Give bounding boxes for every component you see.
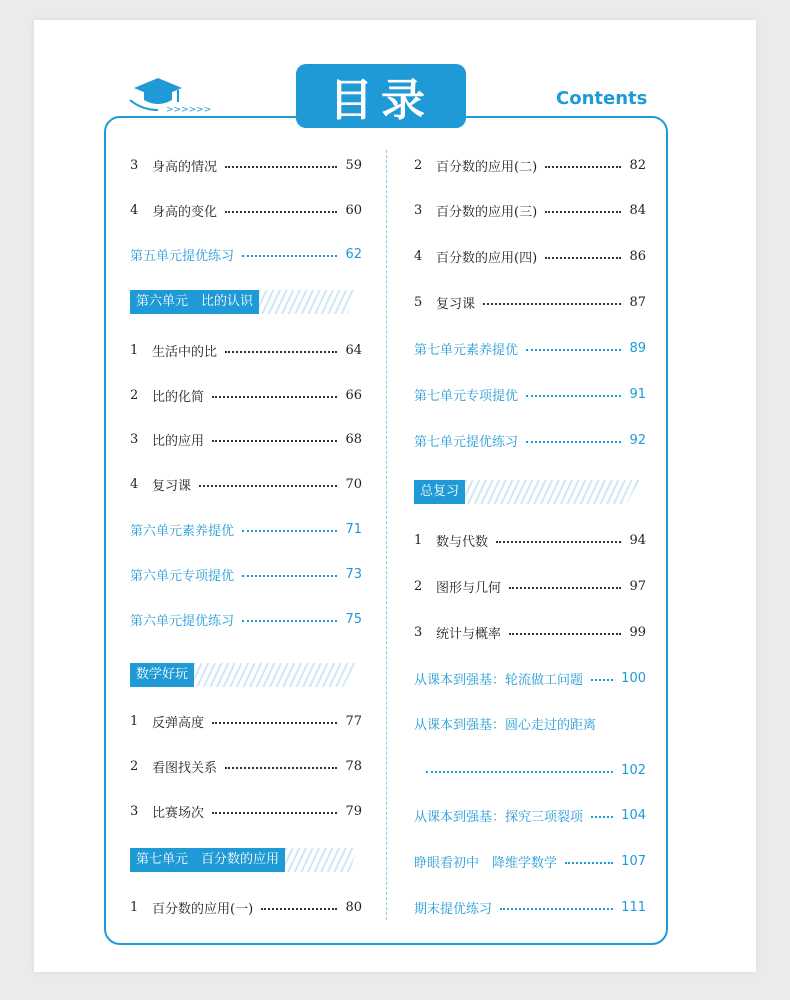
toc-entry-special[interactable]: 第六单元提优练习 75 (130, 611, 362, 629)
toc-entry-special[interactable]: 第六单元专项提优 73 (130, 566, 362, 584)
svg-text:>>>>>>: >>>>>> (166, 105, 212, 115)
toc-entry[interactable]: 1 数与代数 94 (414, 532, 646, 550)
toc-entry[interactable]: 1 百分数的应用(一) 80 (130, 899, 362, 917)
toc-entry-special[interactable]: 第七单元素养提优 89 (414, 340, 646, 358)
toc-entry[interactable]: 2 看图找关系 78 (130, 758, 362, 776)
toc-entry-special[interactable]: 第六单元素养提优 71 (130, 521, 362, 539)
toc-entry[interactable]: 4 复习课 70 (130, 476, 362, 494)
toc-entry[interactable]: 2 比的化简 66 (130, 387, 362, 405)
toc-entry[interactable]: 3 比的应用 68 (130, 431, 362, 449)
toc-entry-special[interactable]: 第七单元专项提优 91 (414, 386, 646, 404)
toc-entry-special[interactable]: 102 (426, 760, 646, 780)
toc-entry[interactable]: 3 身高的情况 59 (130, 157, 362, 175)
toc-entry[interactable]: 3 百分数的应用(三) 84 (414, 202, 646, 220)
toc-entry[interactable]: 2 百分数的应用(二) 82 (414, 157, 646, 175)
toc-entry-special[interactable]: 第七单元提优练习 92 (414, 432, 646, 450)
section-header: 总复习 (414, 480, 640, 504)
section-header: 第七单元 百分数的应用 (130, 848, 356, 872)
toc-entry[interactable]: 1 反弹高度 77 (130, 713, 362, 731)
toc-entry[interactable]: 3 比赛场次 79 (130, 803, 362, 821)
toc-entry-special[interactable]: 期末提优练习 111 (414, 899, 646, 917)
toc-entry[interactable]: 3 统计与概率 99 (414, 624, 646, 642)
toc-entry[interactable]: 2 图形与几何 97 (414, 578, 646, 596)
toc-entry[interactable]: 4 百分数的应用(四) 86 (414, 248, 646, 266)
section-header: 第六单元 比的认识 (130, 290, 356, 314)
toc-entry-special[interactable]: 从课本到强基：探究三项裂项 104 (414, 807, 646, 825)
page-subtitle: Contents (556, 88, 648, 109)
toc-entry-special[interactable]: 从课本到强基：轮流做工问题 100 (414, 670, 646, 688)
page-title: 目录 (329, 75, 433, 126)
toc-entry[interactable]: 5 复习课 87 (414, 294, 646, 312)
toc-entry[interactable]: 1 生活中的比 64 (130, 342, 362, 360)
toc-entry[interactable]: 4 身高的变化 60 (130, 202, 362, 220)
section-header: 数学好玩 (130, 663, 356, 687)
toc-entry-special[interactable]: 第五单元提优练习 62 (130, 246, 362, 264)
toc-entry-special[interactable]: 从课本到强基：圆心走过的距离 (414, 717, 597, 733)
graduation-cap-icon (128, 70, 212, 118)
title-tab (296, 64, 466, 128)
toc-entry-special[interactable]: 睁眼看初中 降维学数学 107 (414, 853, 646, 871)
column-divider (386, 150, 387, 920)
